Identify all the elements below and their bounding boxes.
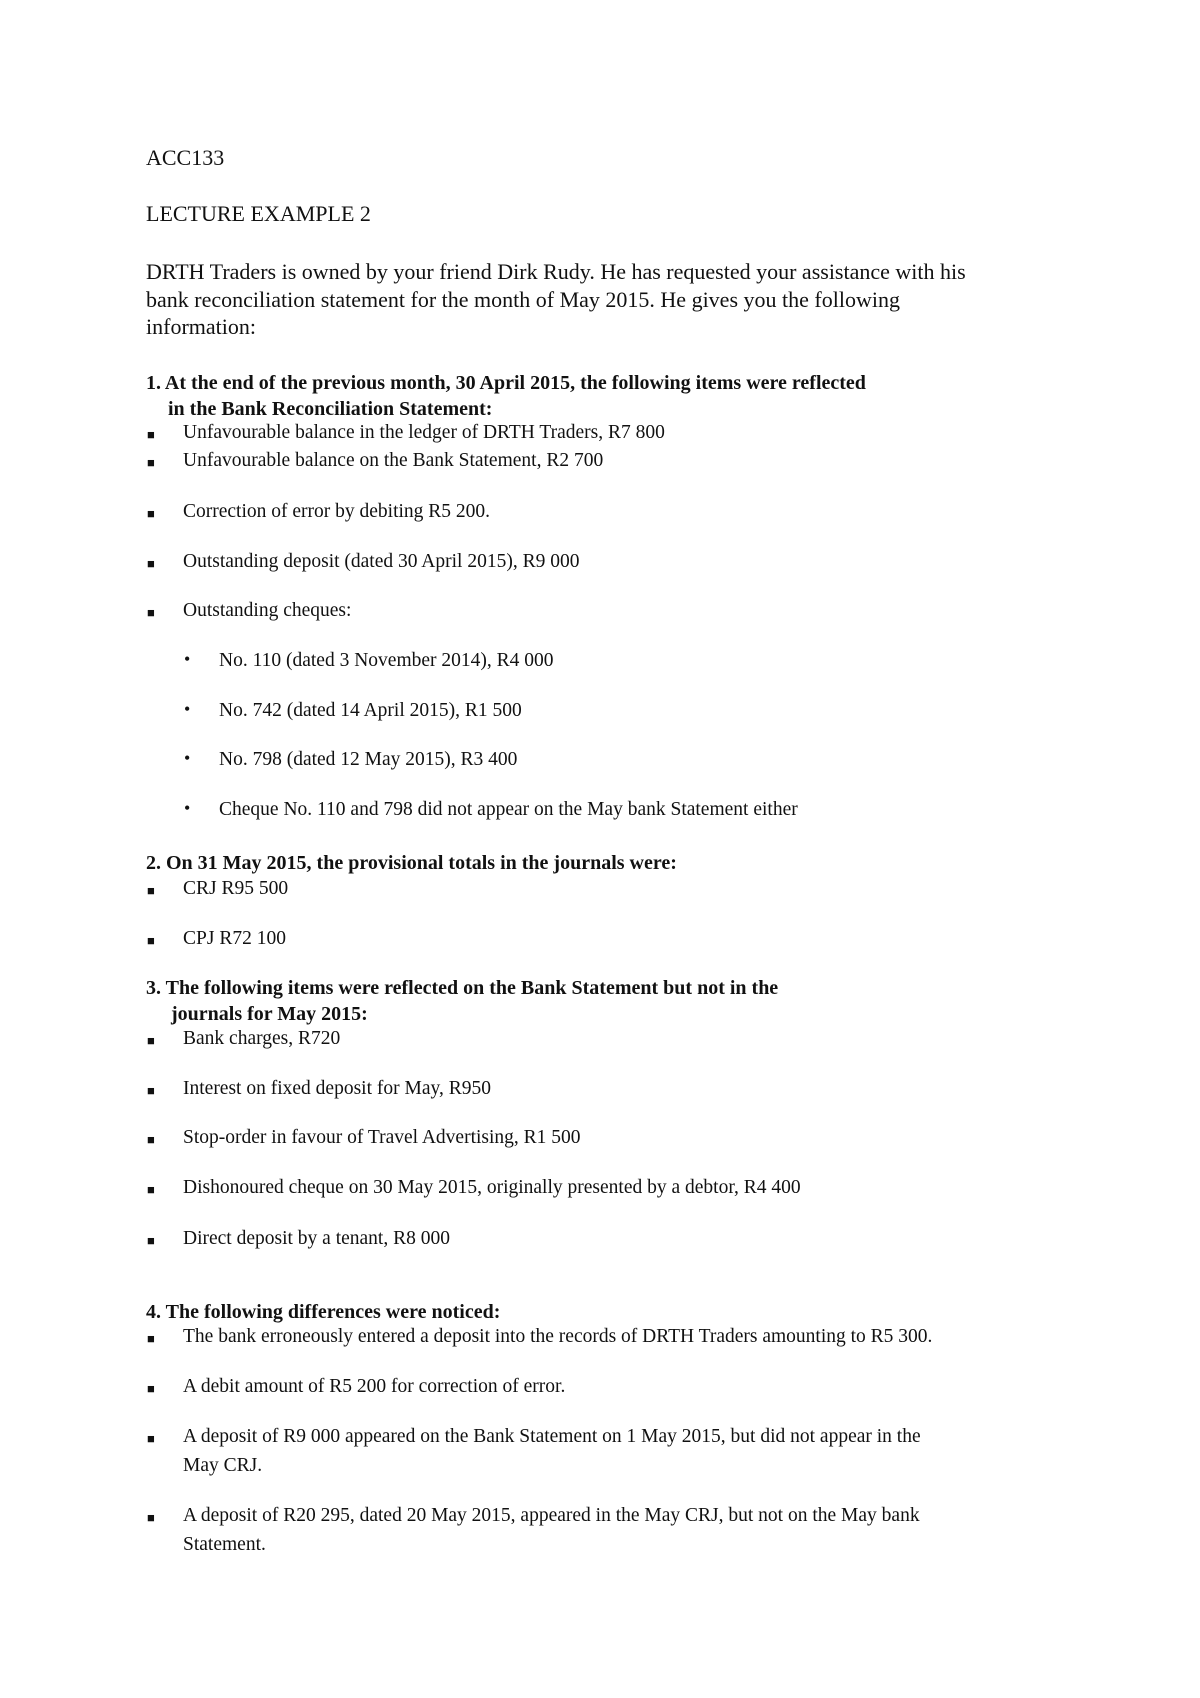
list-item: Outstanding deposit (dated 30 April 2015), R9 000 [183, 551, 580, 572]
round-bullet-icon: • [184, 748, 191, 768]
list-item: Stop-order in favour of Travel Advertising, R1 500 [183, 1127, 581, 1148]
list-item: Unfavourable balance on the Bank Statement, R2 700 [183, 450, 604, 471]
square-bullet-icon: ■ [147, 1083, 155, 1098]
sub-list-item: No. 742 (dated 14 April 2015), R1 500 [219, 700, 522, 721]
square-bullet-icon: ■ [147, 556, 155, 571]
list-item-continuation: Statement. [183, 1534, 266, 1555]
sub-list-item: Cheque No. 110 and 798 did not appear on the May bank Statement either [219, 799, 798, 820]
list-item: Dishonoured cheque on 30 May 2015, originally presented by a debtor, R4 400 [183, 1177, 801, 1198]
square-bullet-icon: ■ [147, 1331, 155, 1346]
square-bullet-icon: ■ [147, 1431, 155, 1446]
section-3-heading-cont: journals for May 2015: [171, 1003, 368, 1025]
section-1-heading: 1. At the end of the previous month, 30 April 2015, the following items were reflected [146, 372, 866, 394]
square-bullet-icon: ■ [147, 883, 155, 898]
list-item: Bank charges, R720 [183, 1028, 341, 1049]
square-bullet-icon: ■ [147, 1033, 155, 1048]
round-bullet-icon: • [184, 798, 191, 818]
round-bullet-icon: • [184, 649, 191, 669]
page-title: LECTURE EXAMPLE 2 [146, 201, 371, 226]
list-item: A debit amount of R5 200 for correction of error. [183, 1376, 566, 1397]
square-bullet-icon: ■ [147, 1132, 155, 1147]
intro-line: information: [146, 314, 256, 339]
square-bullet-icon: ■ [147, 1182, 155, 1197]
intro-line: DRTH Traders is owned by your friend Dirk Rudy. He has requested your assistance with his [146, 259, 966, 284]
square-bullet-icon: ■ [147, 933, 155, 948]
square-bullet-icon: ■ [147, 605, 155, 620]
square-bullet-icon: ■ [147, 455, 155, 470]
list-item: Direct deposit by a tenant, R8 000 [183, 1228, 450, 1249]
list-item: Interest on fixed deposit for May, R950 [183, 1078, 491, 1099]
list-item: The bank erroneously entered a deposit into the records of DRTH Traders amounting to R5 300. [183, 1326, 933, 1347]
list-item: Correction of error by debiting R5 200. [183, 501, 491, 522]
section-2-heading: 2. On 31 May 2015, the provisional totals in the journals were: [146, 852, 677, 874]
list-item: CPJ R72 100 [183, 928, 286, 949]
sub-list-item: No. 798 (dated 12 May 2015), R3 400 [219, 749, 518, 770]
list-item: CRJ R95 500 [183, 878, 289, 899]
square-bullet-icon: ■ [147, 506, 155, 521]
section-4-heading: 4. The following differences were noticed: [146, 1301, 501, 1323]
sub-list-item: No. 110 (dated 3 November 2014), R4 000 [219, 650, 554, 671]
list-item: Unfavourable balance in the ledger of DRTH Traders, R7 800 [183, 422, 665, 443]
intro-paragraph [146, 258, 1076, 341]
square-bullet-icon: ■ [147, 1233, 155, 1248]
intro-line: bank reconciliation statement for the month of May 2015. He gives you the following [146, 286, 900, 312]
list-item: A deposit of R9 000 appeared on the Bank Statement on 1 May 2015, but did not appear in the [183, 1426, 921, 1447]
square-bullet-icon: ■ [147, 1381, 155, 1396]
list-item: A deposit of R20 295, dated 20 May 2015, appeared in the May CRJ, but not on the May bank [183, 1505, 920, 1526]
square-bullet-icon: ■ [147, 1510, 155, 1525]
list-item: Outstanding cheques: [183, 600, 352, 621]
square-bullet-icon: ■ [147, 427, 155, 442]
section-1-heading-cont: in the Bank Reconciliation Statement: [168, 398, 493, 420]
round-bullet-icon: • [184, 699, 191, 719]
list-item-continuation: May CRJ. [183, 1455, 263, 1476]
section-3-heading: 3. The following items were reflected on the Bank Statement but not in the [146, 977, 779, 999]
course-code: ACC133 [146, 145, 225, 170]
